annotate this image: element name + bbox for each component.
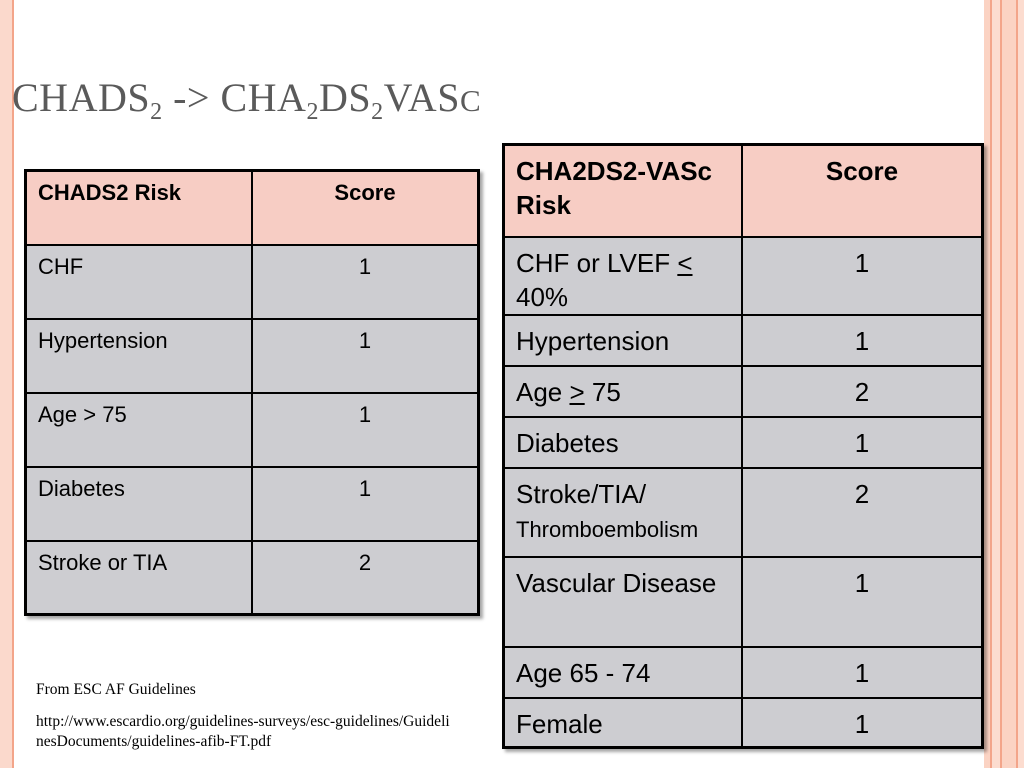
greater-than-or-equal-symbol: >	[569, 376, 585, 407]
score-cell: 1	[252, 245, 479, 319]
table-row	[26, 541, 479, 615]
title-subscript: 2	[371, 99, 384, 125]
risk-cell: CHF	[26, 245, 253, 319]
risk-cell: Vascular Disease	[504, 557, 742, 647]
score-column-header: Score	[742, 145, 983, 237]
risk-text: Stroke/TIA/	[516, 478, 647, 509]
score-cell: 1	[742, 237, 983, 315]
cha2ds2-vasc-table	[502, 143, 984, 749]
table-row	[504, 698, 983, 748]
left-decorative-stripe	[0, 0, 12, 768]
score-cell: 2	[742, 468, 983, 557]
score-cell: 1	[252, 319, 479, 393]
risk-column-header: CHA2DS2-VASc Risk	[504, 145, 742, 237]
score-cell: 2	[252, 541, 479, 615]
score-cell: 1	[742, 647, 983, 698]
risk-column-header: CHADS2 Risk	[26, 171, 253, 245]
risk-text: 75	[584, 376, 621, 407]
title-subscript: 2	[306, 99, 319, 125]
score-cell: 1	[742, 417, 983, 468]
title-part: C	[459, 83, 482, 118]
score-column-header: Score	[252, 171, 479, 245]
score-cell: 1	[742, 315, 983, 366]
risk-cell: Hypertension	[504, 315, 742, 366]
table-row	[26, 393, 479, 467]
score-cell: 1	[742, 557, 983, 647]
risk-cell: Diabetes	[26, 467, 253, 541]
table-row	[504, 647, 983, 698]
title-part: CHADS	[12, 75, 151, 120]
right-decorative-stripe	[992, 0, 1000, 768]
table-row	[504, 468, 983, 557]
risk-cell	[504, 468, 742, 557]
table-row	[504, 417, 983, 468]
risk-cell: Diabetes	[504, 417, 742, 468]
score-cell: 1	[252, 467, 479, 541]
table-header-row	[504, 145, 983, 237]
risk-text: Age	[516, 376, 570, 407]
risk-cell	[504, 237, 742, 315]
table-row	[26, 319, 479, 393]
table-row	[26, 245, 479, 319]
score-cell: 1	[252, 393, 479, 467]
risk-cell: Female	[504, 698, 742, 748]
risk-text: CHF or LVEF	[516, 247, 678, 278]
risk-cell	[504, 366, 742, 417]
risk-cell: Age > 75	[26, 393, 253, 467]
title-part: VAS	[383, 75, 460, 120]
table-row	[26, 467, 479, 541]
right-decorative-stripe	[1002, 0, 1016, 768]
risk-cell: Hypertension	[26, 319, 253, 393]
chads2-table	[24, 169, 480, 616]
table-header-row	[26, 171, 479, 245]
score-cell: 2	[742, 366, 983, 417]
less-than-or-equal-symbol: <	[677, 247, 693, 278]
table-row	[504, 237, 983, 315]
risk-text: Thromboembolism	[516, 516, 699, 542]
risk-cell: Age 65 - 74	[504, 647, 742, 698]
title-part: -> CHA	[162, 75, 307, 120]
source-label: From ESC AF Guidelines	[36, 681, 196, 698]
score-cell: 1	[742, 698, 983, 748]
title-subscript: 2	[150, 99, 163, 125]
slide-title	[12, 74, 481, 126]
table-row	[504, 557, 983, 647]
table-row	[504, 366, 983, 417]
right-decorative-stripe	[1018, 0, 1024, 768]
risk-cell: Stroke or TIA	[26, 541, 253, 615]
source-url-link[interactable]: http://www.escardio.org/guidelines-surveys/esc-guidelines/GuidelinesDocuments/guidelines-afib-FT.pdf	[36, 713, 450, 750]
table-row	[504, 315, 983, 366]
title-part: DS	[318, 75, 372, 120]
risk-text: 40%	[516, 281, 569, 312]
